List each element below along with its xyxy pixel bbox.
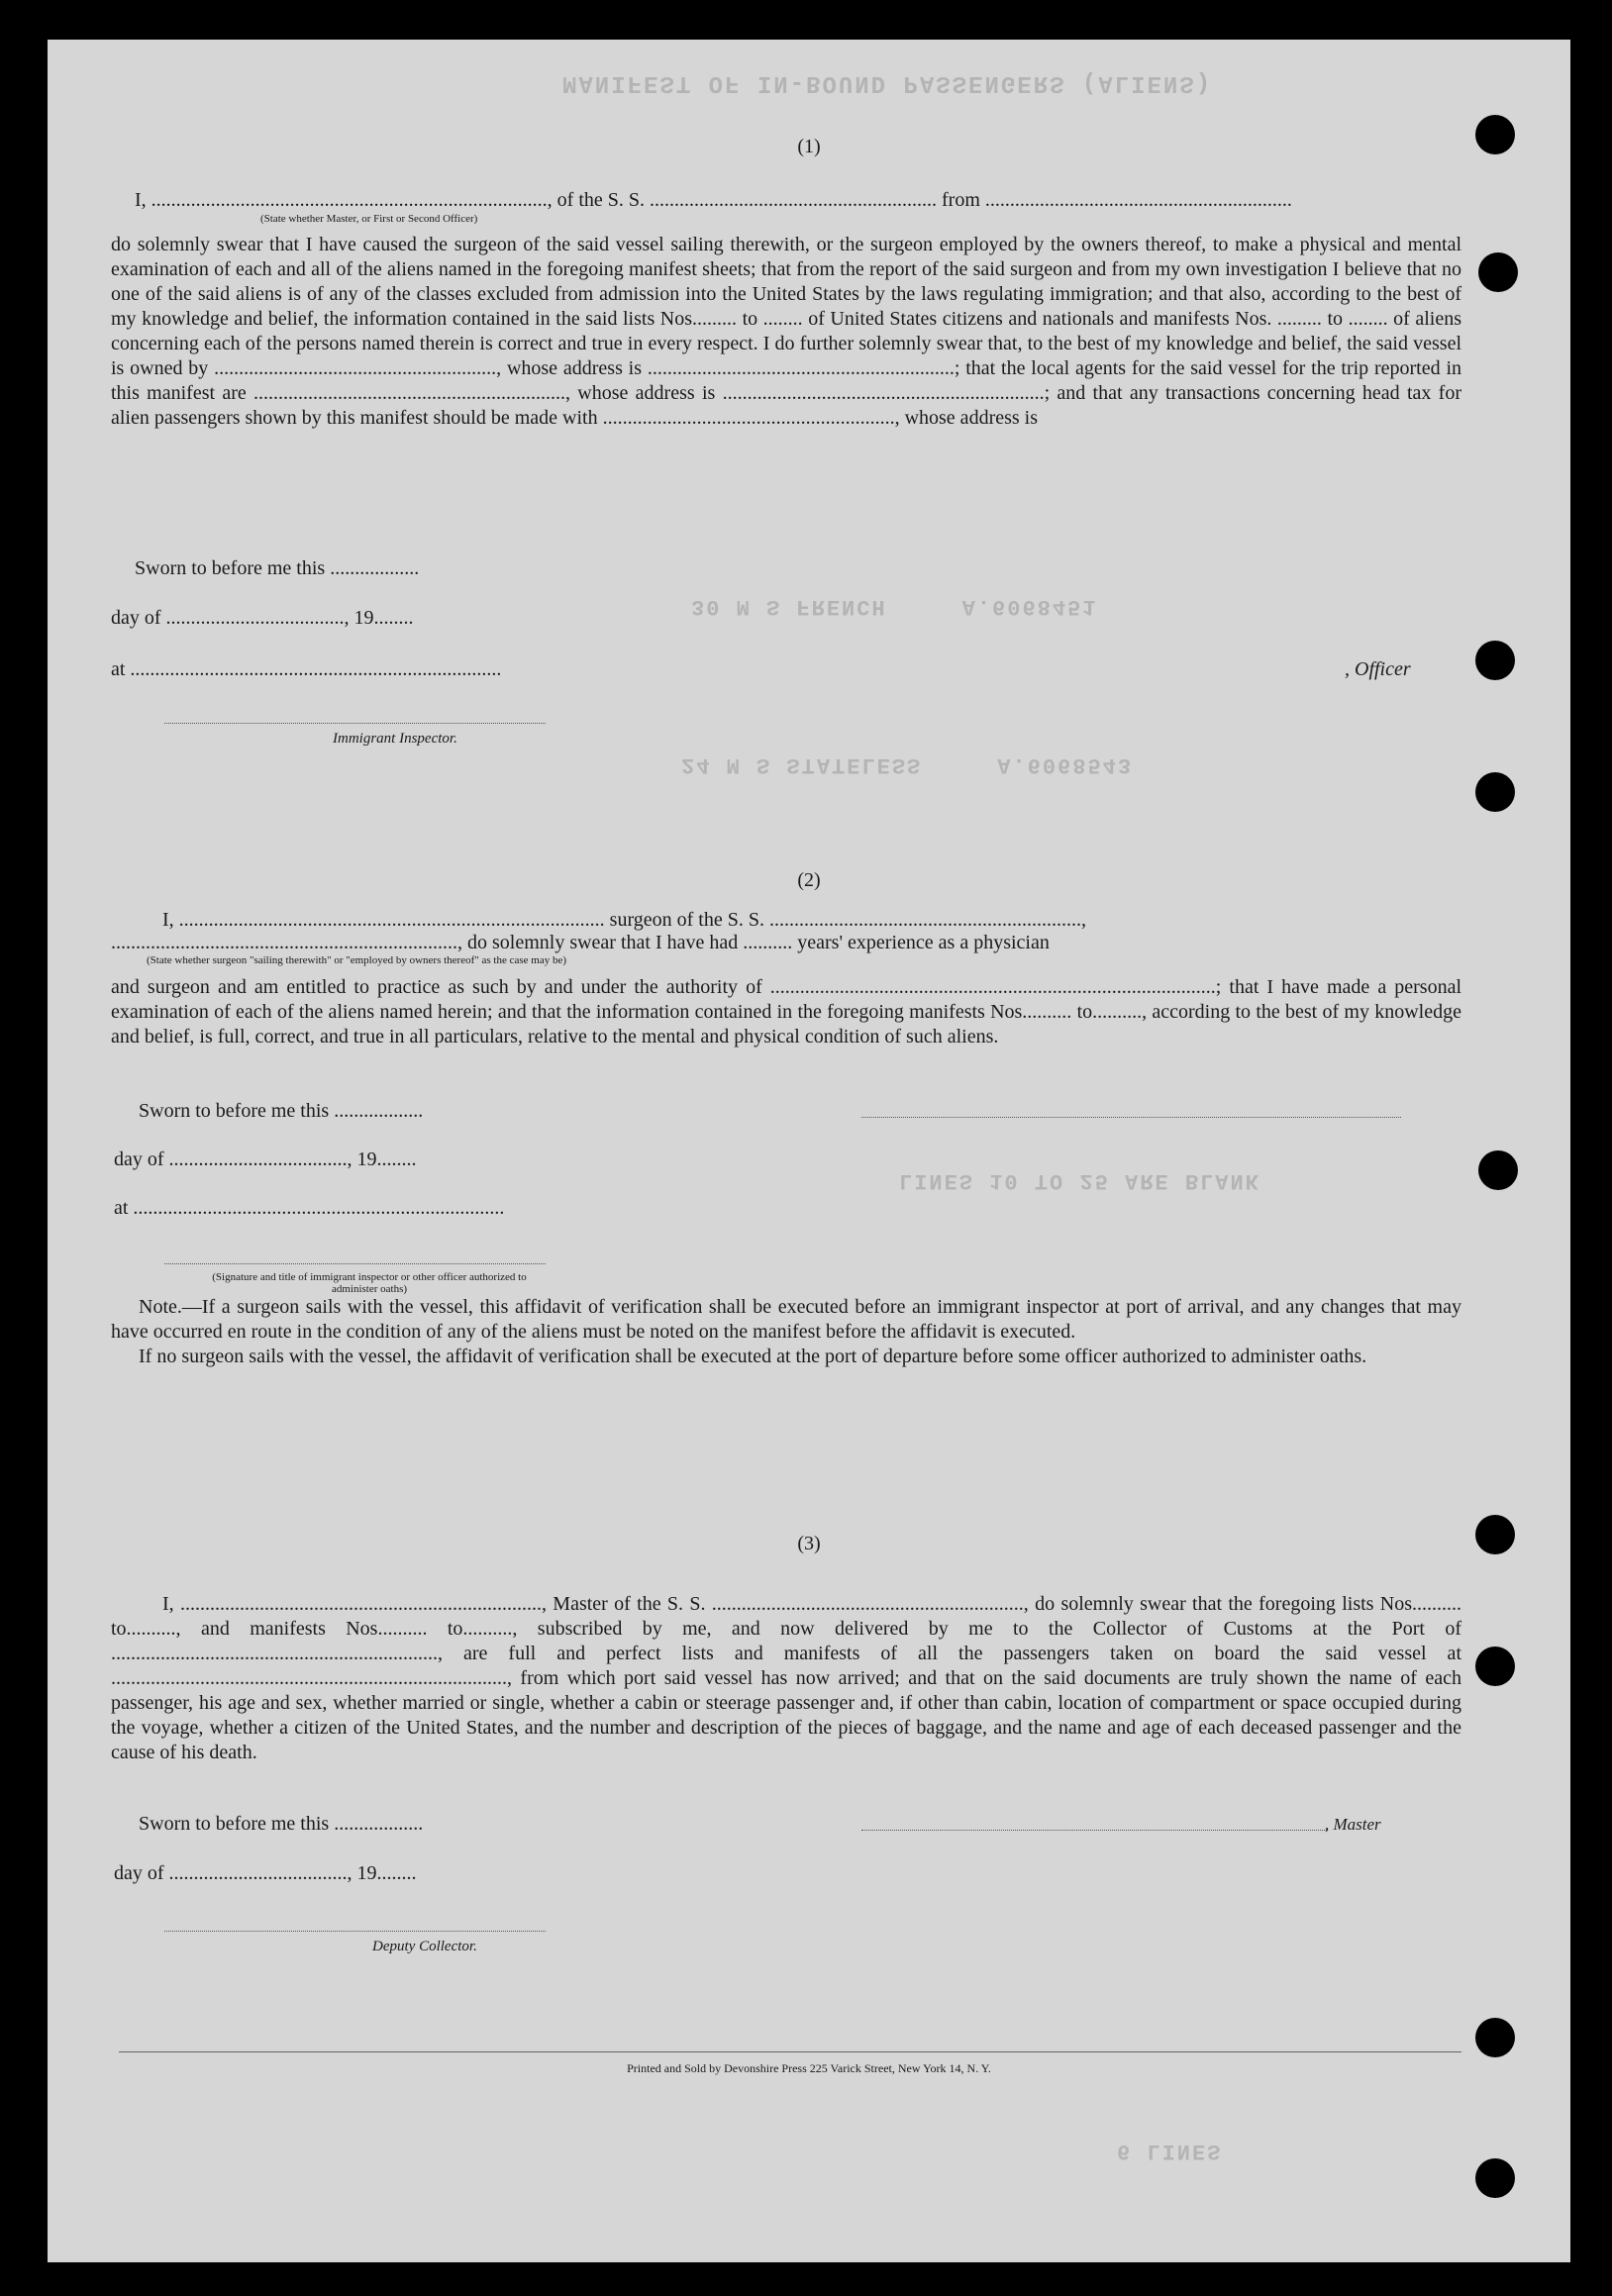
- section-2-note: [111, 1295, 1461, 1369]
- section-2-line-2: ......................................................................, do solemnly swear that I have had .......... years' experience as a physician: [111, 932, 1050, 953]
- section-3-master: , Master: [1325, 1815, 1381, 1834]
- section-2-surgeon-note: (State whether surgeon "sailing therewith" or "employed by owners thereof" as the case may be): [147, 954, 567, 966]
- punch-hole-icon: [1475, 115, 1515, 154]
- section-1-officer: , Officer: [1345, 658, 1411, 680]
- oath-officer-signature-line: [164, 1263, 546, 1264]
- punch-hole-icon: [1478, 1150, 1518, 1190]
- section-1-at: at ...........................................................................: [111, 658, 502, 680]
- section-2-sworn: Sworn to before me this ..................: [139, 1100, 424, 1122]
- ghost-text: 24 M S STATELESS A.6068543: [681, 752, 1134, 777]
- section-3-sworn: Sworn to before me this ..................: [139, 1813, 424, 1835]
- master-signature-line: [861, 1830, 1327, 1831]
- ghost-text: LINES 10 TO 25 ARE BLANK: [899, 1168, 1260, 1193]
- punch-hole-icon: [1475, 1515, 1515, 1554]
- punch-hole-icon: [1475, 2018, 1515, 2057]
- section-2-signature-line: [861, 1117, 1401, 1118]
- section-2-body: and surgeon and am entitled to practice as such by and under the authority of ..........................................................................................; that I have made a personal examination of each of the aliens named herein; and that the information contained in the foregoing manifests Nos.......... to.........., according to the best of my knowledge and belief, is full, correct, and true in all particulars, relative to the mental and physical condition of such aliens.: [111, 976, 1461, 1048]
- section-3-body: I, ........................................................................., Master of the S. S. ..............................................................., do solemnly swear that the foregoing lists Nos.......... to.........., and manifests Nos.......... to.........., subscribed by me, and now delivered by me to the Collector of Customs at the Port of .................................................................., are full and perfect lists and manifests of all the passengers taken on board the said vessel at ................................................................................, from which port said vessel has now arrived; and that on the said documents are truly shown the name of each passenger, his age and sex, whether married or single, whether a cabin or steerage passenger and, if other than cabin, location of compartment or space occupied during the voyage, whether a citizen of the United States, and the number and description of the pieces of baggage, and the name and age of each deceased passenger and the cause of his death.: [111, 1593, 1461, 1763]
- punch-hole-icon: [1475, 2158, 1515, 2198]
- collector-signature-line: [164, 1931, 546, 1932]
- section-1-line-1: I, ................................................................................, of the S. S. .......................................................... from ..............................................................: [135, 189, 1292, 211]
- note-surgeon-sails: Note.—If a surgeon sails with the vessel, this affidavit of verification shall be executed before an immigrant inspector at port of arrival, and any changes that may have occurred en route in the condition of any of the aliens must be noted on the manifest before the affidavit is executed.: [111, 1296, 1461, 1343]
- printer-footer: Printed and Sold by Devonshire Press 225 Varick Street, New York 14, N. Y.: [627, 2061, 991, 2075]
- section-3-day: day of ...................................., 19........: [114, 1862, 417, 1884]
- deputy-collector-label: Deputy Collector.: [372, 1939, 477, 1954]
- section-2-line-1: I, ...................................................................................... surgeon of the S. S. ...............................................................,: [162, 909, 1086, 931]
- ghost-text: MANIFEST OF IN-BOUND PASSENGERS (ALIENS): [562, 69, 1213, 96]
- section-1-officer-note: (State whether Master, or First or Second Officer): [260, 213, 478, 225]
- section-1-sworn: Sworn to before me this ..................: [135, 557, 420, 579]
- punch-hole-icon: [1478, 252, 1518, 292]
- section-1-body: do solemnly swear that I have caused the surgeon of the said vessel sailing therewith, or the surgeon employed by the owners thereof, to make a physical and mental examination of each and all of the aliens named in the foregoing manifest sheets; that from the report of the said surgeon and from my own investigation I believe that no one of the said aliens is of any of the classes excluded from admission into the United States by the laws regulating immigration; and that also, according to the best of my knowledge and belief, the information contained in the said lists Nos......... to ........ of United States citizens and nationals and manifests Nos. ......... to ........ of aliens concerning each of the persons named therein is correct and true in every respect. I do further solemnly swear that, to the best of my knowledge and belief, the said vessel is owned by ........................................................., whose address is ..............................................................; that the local agents for the said vessel for the trip reported in this manifest are ..............................................................., whose address is .................................................................; and that any transactions concerning head tax for alien passengers shown by this manifest should be made with ..........................................................., whose address is: [111, 234, 1461, 429]
- section-3-number: (3): [797, 1533, 821, 1554]
- punch-hole-icon: [1475, 641, 1515, 680]
- ghost-text: 30 M S FRENCH A.6068451: [691, 594, 1098, 619]
- note-no-surgeon: If no surgeon sails with the vessel, the affidavit of verification shall be executed at the port of departure before some officer authorized to administer oaths.: [139, 1346, 1367, 1367]
- inspector-signature-line: [164, 723, 546, 724]
- section-1-number: (1): [797, 136, 821, 157]
- section-1-day: day of ...................................., 19........: [111, 607, 414, 629]
- immigrant-inspector-label: Immigrant Inspector.: [333, 731, 457, 747]
- manifest-page: [48, 40, 1570, 2262]
- footer-rule: [119, 2051, 1461, 2052]
- section-2-signature-note: (Signature and title of immigrant inspector or other officer authorized to administer oaths): [212, 1271, 527, 1295]
- ghost-text: 6 LINES: [1117, 2139, 1223, 2163]
- section-2-number: (2): [797, 869, 821, 891]
- section-2-at: at ...........................................................................: [114, 1197, 505, 1219]
- punch-hole-icon: [1475, 772, 1515, 812]
- punch-hole-icon: [1475, 1647, 1515, 1686]
- section-2-day: day of ...................................., 19........: [114, 1148, 417, 1170]
